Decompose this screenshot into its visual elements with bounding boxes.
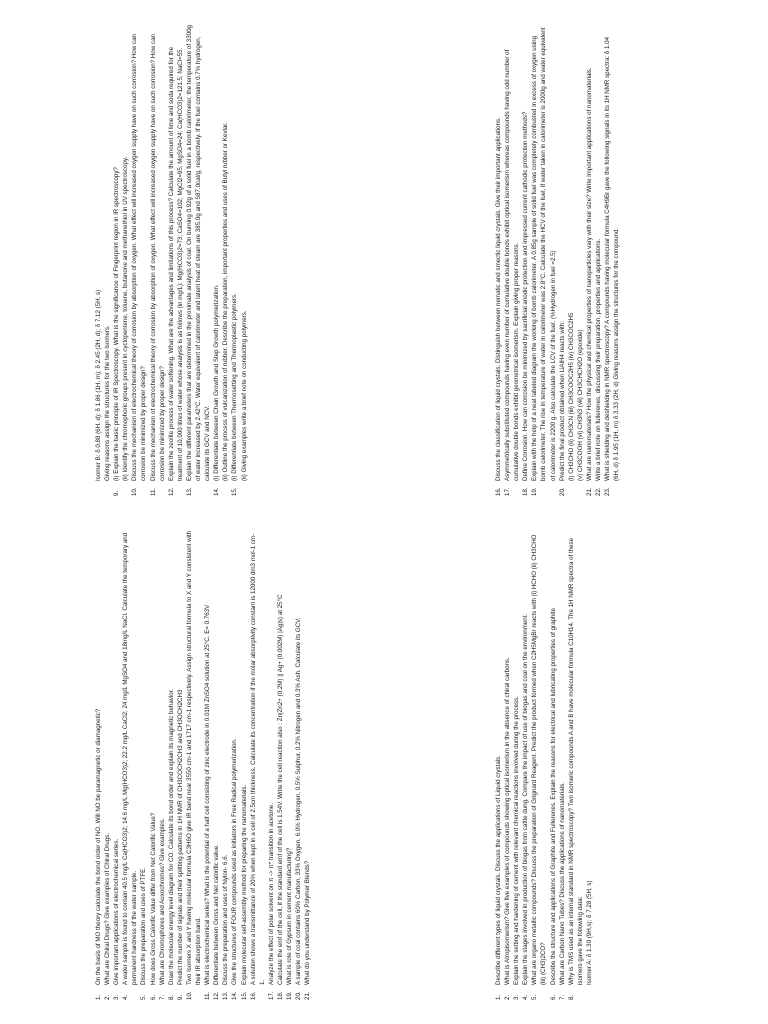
question-subitem: (ii) Identify the chromophoric groups present in cyclopentene, toluene, butanone and methanethiol in UV spectroscopy. [122, 156, 130, 481]
question-item: 11. Discuss the mechanism of electrochemical theory of corrosion by absorption of oxygen. What effect will increased oxygen supply have on such corrosion? How can corrosion be minimized by proper design? [149, 34, 166, 496]
question-subitem: (ii) Giving examples write a brief note on conducting polymers. [240, 310, 248, 481]
question-item: 22. Write a brief note on fullerenes, discussing their preparation, properties and applications. [595, 238, 603, 496]
question-item: 1. On the basis of MO theory calculate the bond order of NO. Will NO be paramagnetic or diamagnetic? [95, 708, 102, 1000]
question-item: 19. What is role of Gypsum in cement manufacturing? [285, 847, 293, 1000]
question-item: 8. Why is TMS used as an internal standard in NMR spectroscopy? Two isomeric compounds A and B have molecular formula C10H14. The 1H NMR spectra of these isomers gave the following data: [567, 537, 584, 1000]
question-subitem: Giving reasons assign the structures for the two isomers. [104, 325, 112, 481]
question-column-b [94, 24, 249, 496]
question-item: 2. What are Chiral Drugs? Give examples of Chiral Drugs. [104, 833, 112, 1000]
question-item: 19. Explain with the help of a neat labeled diagram the working of bomb calorimeter. A 0.85g sample of solid fuel was completely combusted in excess of oxygen using bomb calorimeter. The rise in temperature of water in calorimeter was 2.8°C. Calculate the HCV of the fuel, if water taken in calorimeter is 2000g and water equivalent of calorimeter is 2200 g. Also calculate the LCV of the fuel. (%Hydrogen in fuel =2.5) [531, 27, 557, 496]
question-item: 8. Draw the molecular energy level diagram for CO. Calculate its bond order and explain its magnetic behavior. [167, 688, 175, 1000]
question-column-a [94, 530, 312, 1000]
question-item: 7. What are Chromophores and Auxochromes? Give examples. [158, 818, 166, 1000]
question-item: 15. Explain molecular self-assembly method for preparing the nanomaterials. [240, 784, 248, 1000]
question-item: 14. (i) Differentiate between Chain Growth and Step Growth polymerization. [213, 284, 221, 496]
question-item: 6. Describe the structure and applications of Graphite and Fullerenes. Explain the reasons for electrical and lubricating properties of graphite [549, 608, 557, 1000]
question-item: 17. Analyze the effect of polar solvent on π -> π* transition in acetone. [267, 803, 275, 1000]
question-item: 14. Give the structures of FOUR compounds used as initiators in Free Radical polymerization. [231, 738, 239, 1000]
question-item: 18. Calculate the emf of the cell, if the standard emf of the cell is 1.54V. Write the cell reaction also : Zn|Zn2+ (0.2M) || Ag+ (0.002M) |Ag|s) at 25°C [276, 594, 284, 1000]
question-item: 11. What is electrochemical series? What is the potential of a half cell consisting of zinc electrode in 0.01M ZnSO4 solution at 25°C. E= 0.763V [204, 604, 212, 1000]
question-item: 5. What are organo metallic compounds? Discuss the preparation of Grignard Reagent. Predict the product formed when C2H5MgBr reacts with (i) HCHO (ii) CH3CHO (iii) (CH3)2CO? [531, 534, 548, 1000]
question-item: 20. Predict the final product obtained when LiAlH4 reacts with: [558, 321, 566, 496]
question-item: 2. What is Atropisomerism? Give five examples of compounds showing optical isomerism in the absence of chiral carbons. [504, 657, 512, 1000]
question-item: 23. What is shielding and deshielding in NMR spectroscopy? A compounds having molecular formula C4H9Br gave the following signals in its 1H NMR spectra: δ 1.04 (6H, d) δ 1.95 (1H, m) δ 3.33 (2H, d) Giving reasons assign the structures for the compound. [604, 36, 621, 496]
question-subitem: (i) CH3CHO (ii) CH3CN (iii) CH3COOC2H5 (iv) CH3COC2H5 [567, 312, 575, 481]
question-item: 6. How does Gross Calorific Value differ from Net Calorific Value? [149, 812, 157, 1000]
question-item: 15. (i) Differentiate between Thermosetting and Thermoplastic polymers. [231, 293, 239, 496]
question-column-c [494, 530, 594, 1000]
question-item: 21. What do you understand by Polymer Blends? [304, 860, 312, 1000]
question-item: 13. Discuss the preparation and uses of Nylon- 6,6. [222, 854, 230, 1000]
question-item: 21. What are nanomaterials? How the physical and chemical properties of nanoparticles vary with their size? Write important applications of nanomaterials. [585, 67, 593, 496]
question-item: 3. Give important applications of electrochemical series. [113, 838, 121, 1000]
question-subitem: (v) CH3COOH (vi) CH3N3 (vii) CH3CHCH2O (epoxide) [576, 329, 584, 481]
question-item: 16. Discuss the classification of liquid crystals. Distinguish between nematic and smectic liquid crystals. Give their important applications. [495, 117, 502, 496]
question-item: 9. Predict the number of signals and their splitting patterns in 1H NMR of CH3COCH2CH3 and CH3OCH2CH3 [176, 689, 184, 1000]
question-item: 5. Discuss the preparation and uses of PTFE. [140, 867, 148, 1000]
question-item: 3. Explain the setting and hardening of cement with relevant chemical reactions involved during the process. [513, 696, 521, 1000]
question-subitem: (ii) Outline the process of vulcanization of rubber. Describe the preparation, important properties and uses of Butyl rubber or Kevlar. [222, 122, 230, 481]
question-subitem: Isomer B: δ 0.88 (6H, d); δ 1.86 (1H, m); δ 2.45 (2H, d); δ 7.12 (5H, s) [95, 289, 102, 481]
question-item: 20. A sample of coal contains 60% Carbon, 33% Oxygen, 6.0% Hydrogen, 0.5% Sulphur, 0.2% Nitrogen and 0.3% Ash. Calculate its GCV. [295, 617, 303, 1000]
question-item: 17. Asymmetrically substituted compounds having even number of cumulative double bonds exhibit optical isomerism whereas compounds having odd number of cumulative double bonds exhibit geometrical isomerism. Explain giving proper reasons. [504, 49, 521, 496]
question-item: 4. A water sample is found to contain 40.5 mg/L Ca(HCO3)2; 14.6 mg/L Mg(HCO3)2; 22.2 mg/L CaCl2; 24 mg/L MgSO4 and 18mg/L NaCl. Calculate the temporary and permanent hardness of the water sample. [122, 532, 139, 1000]
question-item: 12. Differentiate between Gross and Net calorific value. [213, 844, 221, 1000]
question-subitem: Isomer A: δ 1.30 (9H,s); δ 7.28 (5H, s) [585, 880, 593, 985]
question-item: 1. Describe different types of liquid crystals. Discuss the applications of Liquid crystals. [495, 755, 502, 1000]
question-item: 9. (i) Explain the basic principle of IR Spectroscopy. What is the significance of Fingerprint region in IR spectroscopy? [113, 167, 121, 496]
question-item: 7. What are Carbon Nano Tubes? Discuss the applications of nanomaterials. [558, 782, 566, 1000]
question-item: 18. Define Corrosion. How can corrosion be minimized by sacrificial anodic protection and impressed current cathodic protection methods? [522, 111, 530, 496]
question-item: 16. A solution shows a transmittance of 20% when kept in a cell of 2.5cm thickness. Calculate its concentration if the molar absorptivity constant is 12000 dm3 mol-1 cm-1. [249, 533, 266, 1000]
question-item: 4. Explain the stages involved in production of biogas from cattle dung. Compare the impact of use of biogas and coal on the environment. [522, 613, 530, 1000]
question-item: 12. Explain the zeolite process of water softening. What are the advantages and limitations of this process? Calculate the amount of lime and soda required for the treatment of 10,000 litres of water whose analysis is as follows (in mg/L): Mg(HCO3)2=73; CaSO4=102; MgCl2=95; MgSO4=24; Ca(HCO3)2=121.5; NaCl=55. [167, 46, 184, 496]
question-item: 13. Explain the different parameters that are determined in the proximate analysis of coal. On burning 0.92g of a solid fuel in a bomb calorimeter, the temperature of 3300g of water increased by 2.42°C. Water equivalent of calorimeter and latent heat of steam are 385.0g and 587.0cal/g, respectively. If the fuel contains 0.7% hydrogen, calculate its GCV and NCV. [185, 25, 212, 496]
question-item: 10. Discuss the mechanism of electrochemical theory of corrosion by absorption of oxygen. What effect will increased oxygen supply have on such corrosion? How can corrosion be minimized by proper design? [131, 34, 148, 496]
question-column-d [494, 24, 621, 496]
question-item: 10. Two Isomers X and Y having molecular formula C3H6O give IR band near 3550 cm-1 and 1717 cm-1 respectively. Assign structural formula to X and Y consistent with their IR absorption band. [185, 530, 203, 1000]
